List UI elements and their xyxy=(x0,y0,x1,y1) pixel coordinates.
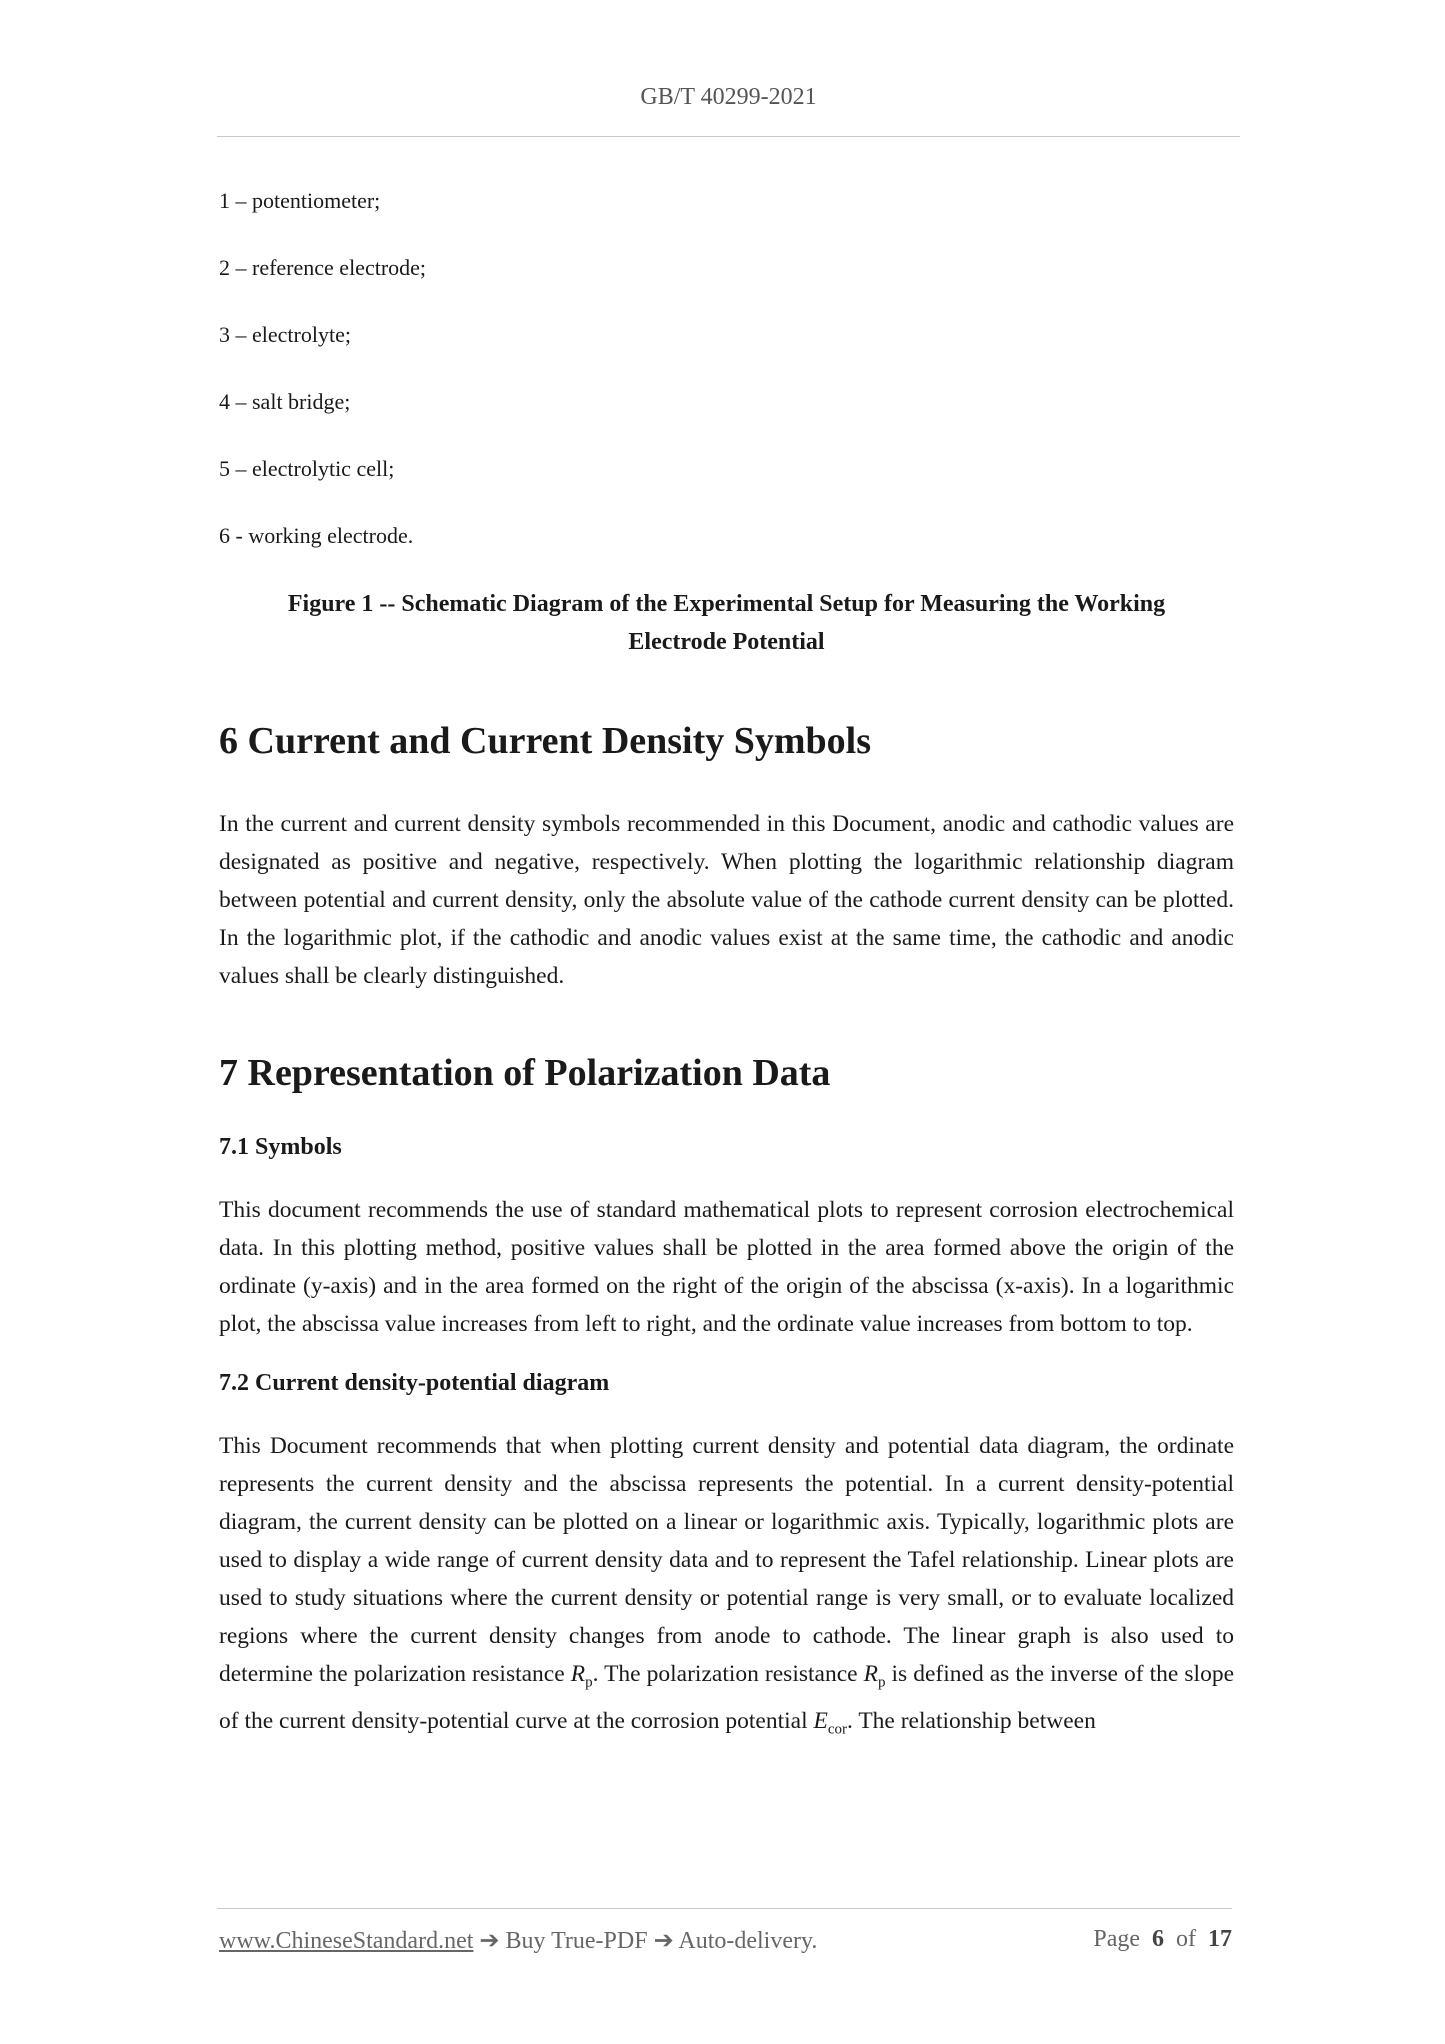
section-7-1-paragraph: This document recommends the use of standard mathematical plots to represent corrosion electrochemical data. In this plotting method, positive values shall be plotted in the area formed above the origin of the ordinate (y-axis) and in the area formed on the right of the origin of the abscissa (x-axis). In a logarithmic plot, the abscissa value increases from left to right, and the ordinate value increases from bottom to top. xyxy=(219,1197,1234,1337)
text-run: . The relationship between xyxy=(847,1707,1096,1734)
text-run: is defined as the inverse of the slope of the current density-potential curve at the corrosion potential xyxy=(219,1661,1234,1734)
figure-legend xyxy=(219,186,1234,551)
delivery-text: Auto-delivery. xyxy=(678,1928,818,1954)
figure-caption xyxy=(219,585,1234,661)
legend-item: 3 – electrolyte; xyxy=(219,322,351,347)
rp-symbol: R xyxy=(863,1661,878,1687)
ecor-symbol: E xyxy=(813,1707,828,1734)
header-divider xyxy=(217,136,1240,137)
figure-caption-line: Figure 1 -- Schematic Diagram of the Experimental Setup for Measuring the Working xyxy=(287,591,1166,617)
website-link[interactable]: www.ChineseStandard.net xyxy=(219,1928,474,1954)
current-page: 6 xyxy=(1152,1926,1164,1952)
section-7-2-paragraph xyxy=(219,1427,1234,1748)
section-7-2-heading: 7.2 Current density-potential diagram xyxy=(219,1370,610,1396)
page-label: Page xyxy=(1093,1926,1140,1952)
page-content xyxy=(219,186,1234,1748)
text-run: . The polarization resistance xyxy=(592,1661,864,1687)
document-id: GB/T 40299-2021 xyxy=(640,84,817,110)
legend-item: 5 – electrolytic cell; xyxy=(219,456,395,481)
arrow-icon: ➔ xyxy=(479,1928,500,1954)
total-pages: 17 xyxy=(1208,1926,1232,1952)
buy-text: Buy True-PDF xyxy=(505,1928,648,1954)
legend-item: 1 – potentiometer; xyxy=(219,188,381,213)
legend-item: 4 – salt bridge; xyxy=(219,389,351,414)
section-7-heading: 7 Representation of Polarization Data xyxy=(219,1052,831,1094)
footer-promo xyxy=(219,1926,817,1955)
page-footer xyxy=(219,1926,1232,1962)
section-6-heading: 6 Current and Current Density Symbols xyxy=(219,720,872,762)
legend-item: 6 - working electrode. xyxy=(219,523,414,548)
of-label: of xyxy=(1176,1926,1196,1952)
section-6-paragraph: In the current and current density symbols recommended in this Document, anodic and cathodic values are designated as positive and negative, respectively. When plotting the logarithmic relationship diagram between potential and current density, only the absolute value of the cathode current density can be plotted. In the logarithmic plot, if the cathodic and anodic values exist at the same time, the cathodic and anodic values shall be clearly distinguished. xyxy=(219,811,1234,989)
page-header xyxy=(217,84,1240,111)
rp-symbol: R xyxy=(570,1661,586,1687)
ecor-subscript: cor xyxy=(827,1721,847,1738)
arrow-icon: ➔ xyxy=(653,1928,674,1954)
page-number xyxy=(1093,1926,1232,1953)
legend-item: 2 – reference electrode; xyxy=(219,255,427,280)
figure-caption-line: Electrode Potential xyxy=(628,629,825,655)
rp-subscript: p xyxy=(585,1674,593,1691)
text-run: This Document recommends that when plotting current density and potential data diagram, the ordinate represents the current density and the abscissa represents the potential. In a current density-potential diagram, the current density can be plotted on a linear or logarithmic axis. Typically, logarithmic plots are used to display a wide range of current density data and to represent the Tafel relationship. Linear plots are used to study situations where the current density or potential range is very small, or to evaluate localized regions where the current density changes from anode to cathode. The linear graph is also used to determine the polarization resistance xyxy=(219,1433,1234,1687)
footer-divider xyxy=(217,1908,1232,1909)
rp-subscript: p xyxy=(877,1674,886,1691)
section-7-1-heading: 7.1 Symbols xyxy=(219,1134,342,1160)
